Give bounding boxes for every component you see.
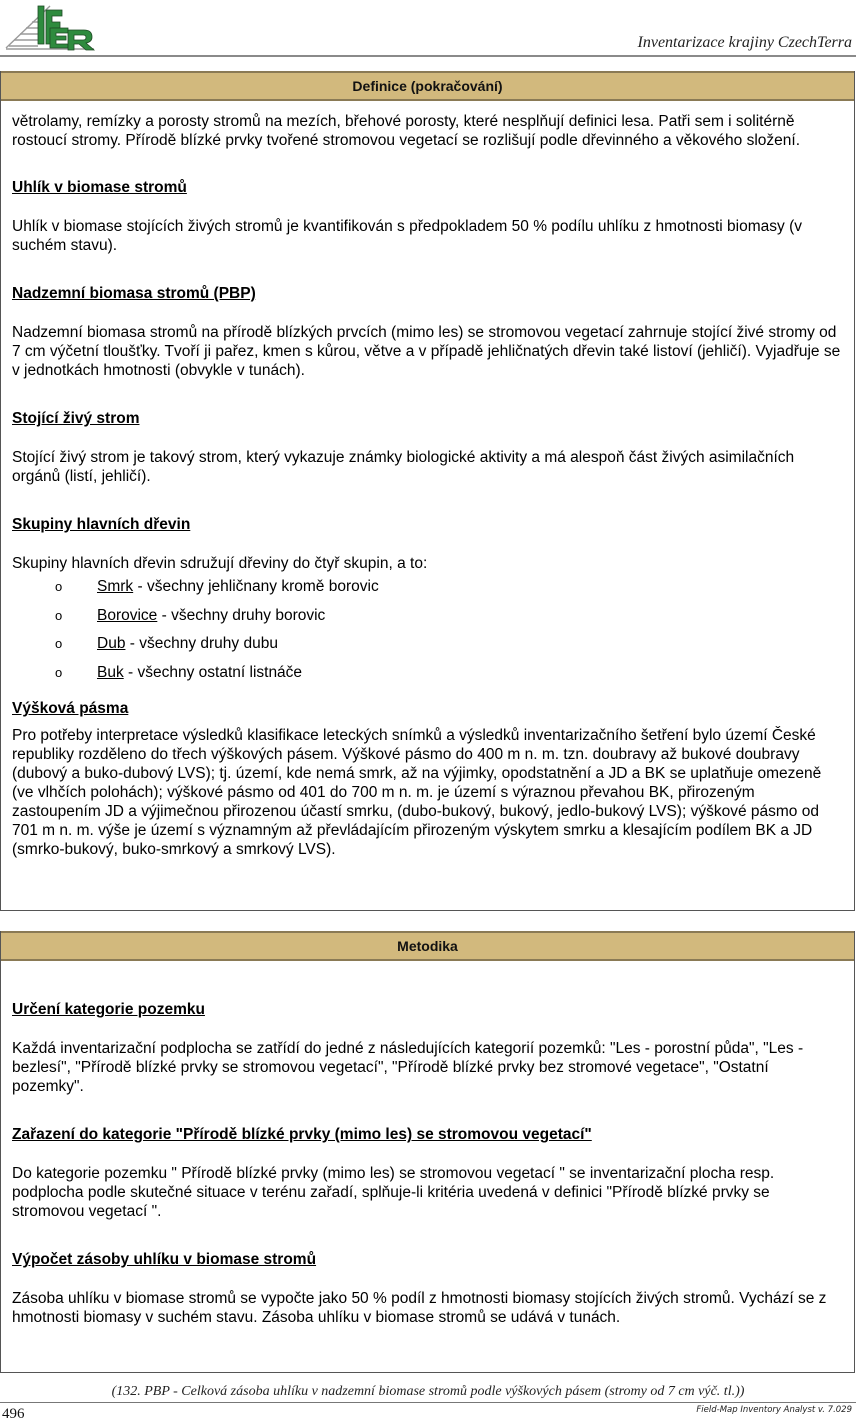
method-heading: Zařazení do kategorie "Přírodě blízké prvky (mimo les) se stromovou vegetací" (12, 1126, 592, 1143)
species-desc: - všechny ostatní listnáče (123, 663, 303, 681)
method-text: Zásoba uhlíku v biomase stromů se vypočte jako 50 % podíl z hmotnosti biomasy stojících živých stromů. Vychází se z hmotnosti biomasy v suchém stavu. Zásoba uhlíku v biomase stromů se udává v tunách. (12, 1290, 827, 1326)
definition-text: Nadzemní biomasa stromů na přírodě blízkých prvcích (mimo les) se stromovou vegetací zahrnuje stojící živé stromy od 7 cm výčetní tloušťky. Tvoří ji pařez, kmen s kůrou, větve a v případě jehličnatých dřevin také listoví (jehličí). Vyjadřuje se v jednotkách hmotnosti (obvykle v tunách). (12, 324, 841, 379)
figure-caption: (132. PBP - Celková zásoba uhlíku v nadzemní biomase stromů podle výškových pásem (stromy od 7 cm výč. tl.)) (111, 1384, 745, 1399)
definitions-section (0, 71, 855, 911)
list-item (12, 606, 842, 635)
method-text: Každá inventarizační podplocha se zatřídí do jedné z následujících kategorií pozemků: "Les - porostní půda", "Les - bezlesí", "Přírodě blízké prvky se stromovou vegetací", "Přírodě blízké prvky bez stromové vegetace", "Ostatní pozemky". (12, 1040, 804, 1095)
definition-text: Pro potřeby interpretace výsledků klasifikace leteckých snímků a výsledků inventarizačního šetření bylo území České republiky rozděleno do třech výškových pásem. Výškové pásmo do 400 m n. m. tzn. doubravy až bukové doubravy (dubový a buko-dubový LVS); tj. území, kde nemá smrk, až na výjimky, opodstatnění a JD a BK se uplatňuje omezeně (ve vlhčích polohách); výškové pásmo od 401 do 700 m n. m. je území s výraznou převahou BK, přirozeným zastoupením JD a výjimečnou přirozenou účastí smrku, (dubo-bukový, bukový, jedlo-bukový LVS); výškové pásmo od 701 m n. m. výše je území s významným až převládajícím přirozeným výskytem smrku a klesajícím podílem BK a JD (smrko-bukový, buko-smrkový a smrkový LVS). (12, 727, 822, 858)
list-item (12, 634, 842, 663)
definition-heading: Skupiny hlavních dřevin (12, 516, 191, 533)
species-desc: - všechny druhy dubu (125, 635, 278, 652)
list-item (12, 663, 842, 692)
method-text: Do kategorie pozemku " Přírodě blízké prvky (mimo les) se stromovou vegetací " se inventarizační plocha resp. podplocha podle skutečné situace v terénu zařadí, splňuje-li kritéria uvedená v definici "Přírodě blízké prvky se stromovou vegetací ". (12, 1165, 775, 1220)
method-heading: Určení kategorie pozemku (12, 1001, 205, 1018)
species-term: Dub (97, 635, 126, 652)
methodology-body (1, 961, 854, 1327)
section-title: Metodika (397, 938, 458, 954)
page-number: 496 (2, 1406, 25, 1422)
definition-heading: Stojící živý strom (12, 410, 140, 427)
section-bar-methodology (1, 931, 854, 961)
definition-heading: Nadzemní biomasa stromů (PBP) (12, 285, 256, 302)
section-bar-definitions (1, 71, 854, 101)
document-title: Inventarizace krajiny CzechTerra (637, 34, 852, 51)
app-version: Field-Map Inventory Analyst v. 7.029 (696, 1405, 852, 1415)
definition-text: Skupiny hlavních dřevin sdružují dřeviny do čtyř skupin, a to: (12, 555, 428, 572)
footer-divider (0, 1402, 856, 1403)
species-desc: - všechny jehličnany kromě borovic (133, 578, 379, 595)
definition-text: Uhlík v biomase stojících živých stromů je kvantifikován s předpokladem 50 % podílu uhlíku z hmotnosti biomasy (v suchém stavu). (12, 218, 802, 254)
definition-intro-text: větrolamy, remízky a porosty stromů na mezích, břehové porosty, které nesplňují definici lesa. Patři sem i solitérně rostoucí stromy. Přírodě blízké prvky tvořené stromovou vegetací se rozlišují podle dřevinného a věkového složení. (12, 113, 801, 149)
method-heading: Výpočet zásoby uhlíku v biomase stromů (12, 1251, 317, 1268)
bullet-icon: o (55, 607, 63, 623)
species-term: Borovice (97, 606, 158, 624)
ifer-logo (4, 2, 96, 52)
species-group-list (12, 577, 842, 691)
definition-heading: Výšková pásma (12, 700, 129, 717)
header-divider (0, 55, 856, 57)
bullet-icon: o (55, 636, 63, 651)
bullet-icon: o (55, 579, 63, 594)
bullet-icon: o (55, 664, 63, 680)
species-term: Buk (97, 663, 124, 681)
species-desc: - všechny druhy borovic (157, 606, 326, 624)
definitions-body (1, 101, 854, 859)
species-term: Smrk (97, 578, 134, 595)
definition-heading: Uhlík v biomase stromů (12, 179, 187, 196)
definition-text: Stojící živý strom je takový strom, který vykazuje známky biologické aktivity a má alespoň část živých asimilačních orgánů (listí, jehličí). (12, 449, 795, 485)
section-title: Definice (pokračování) (352, 78, 503, 94)
list-item (12, 577, 842, 606)
methodology-section (0, 931, 855, 1373)
page-header (0, 0, 856, 57)
